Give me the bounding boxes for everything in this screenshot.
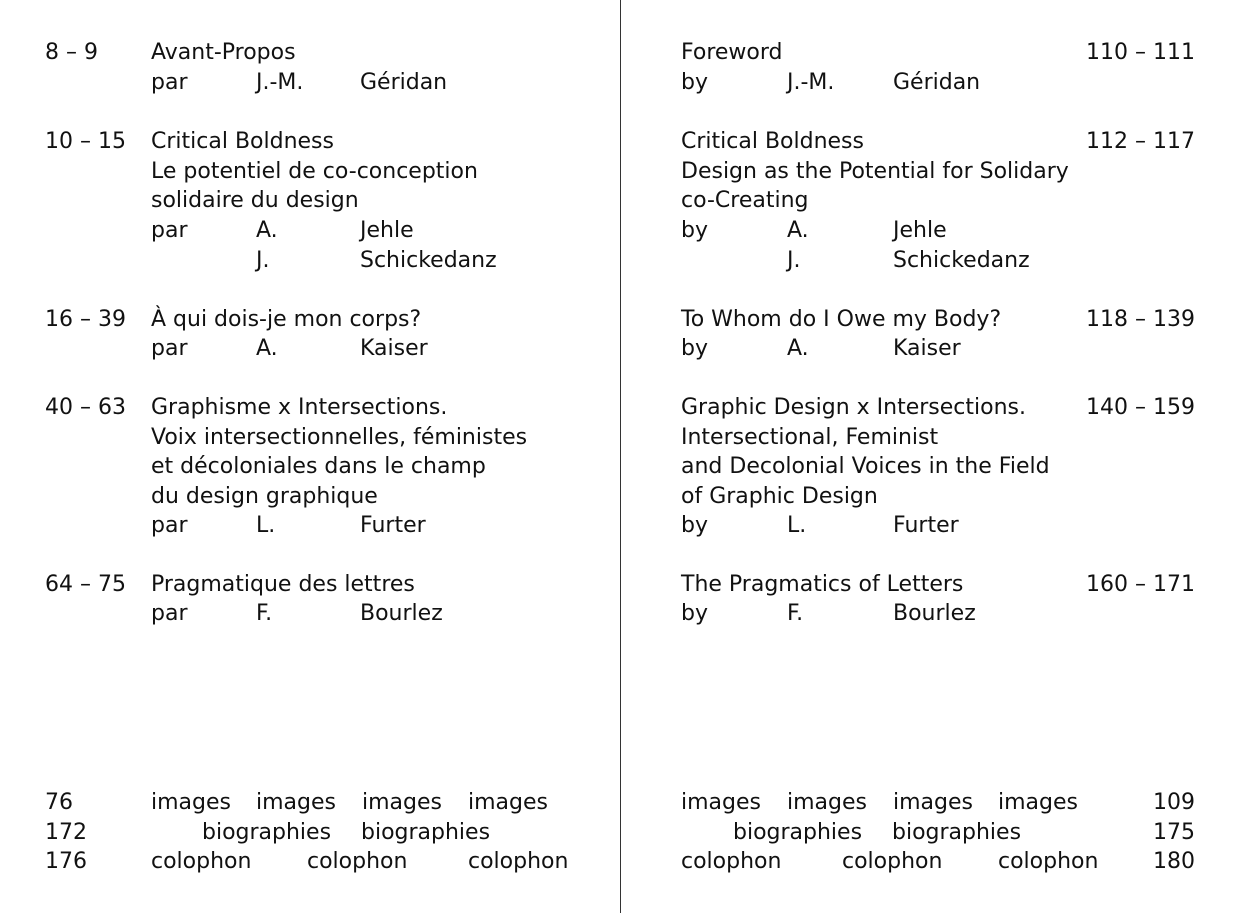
entry-pages: 8 – 9	[45, 40, 98, 65]
entry-pages: 10 – 15	[45, 129, 126, 154]
bottom-word: colophon	[307, 849, 408, 874]
entry-subtitle: Le potentiel de co-conception	[151, 159, 478, 184]
author-initial: J.-M.	[256, 70, 304, 95]
bottom-page-number: 172	[45, 820, 87, 845]
bottom-word: colophon	[151, 849, 252, 874]
author-initial: J.	[787, 248, 801, 273]
author-initial: F.	[256, 601, 273, 626]
author-initial: F.	[787, 601, 804, 626]
byline-label: par	[151, 513, 188, 538]
entry-subtitle: of Graphic Design	[681, 484, 878, 509]
author-name: Kaiser	[893, 336, 961, 361]
author-name: Géridan	[893, 70, 981, 95]
entry-pages: 40 – 63	[45, 395, 126, 420]
author-name: Géridan	[360, 70, 448, 95]
entry-subtitle: Intersectional, Feminist	[681, 425, 939, 450]
byline-label: by	[681, 336, 708, 361]
bottom-word: images	[151, 790, 231, 815]
entry-title: Critical Boldness	[151, 129, 334, 154]
entry-pages: 110 – 111	[1086, 40, 1195, 65]
bottom-word: biographies	[202, 820, 332, 845]
author-initial: J.	[256, 248, 270, 273]
author-initial: J.-M.	[787, 70, 835, 95]
author-name: Furter	[893, 513, 959, 538]
entry-subtitle: Design as the Potential for Solidary	[681, 159, 1069, 184]
bottom-word: images	[787, 790, 867, 815]
bottom-word: images	[362, 790, 442, 815]
author-initial: A.	[256, 336, 278, 361]
author-initial: L.	[787, 513, 807, 538]
author-name: Schickedanz	[360, 248, 497, 273]
byline-label: by	[681, 218, 708, 243]
author-name: Bourlez	[360, 601, 443, 626]
entry-title: À qui dois-je mon corps?	[151, 307, 422, 332]
entry-pages: 16 – 39	[45, 307, 126, 332]
bottom-page-number: 76	[45, 790, 73, 815]
author-name: Jehle	[360, 218, 414, 243]
byline-label: by	[681, 601, 708, 626]
author-name: Kaiser	[360, 336, 428, 361]
author-initial: A.	[256, 218, 278, 243]
entry-title: The Pragmatics of Letters	[681, 572, 964, 597]
entry-title: Foreword	[681, 40, 783, 65]
bottom-word: colophon	[681, 849, 782, 874]
byline-label: by	[681, 70, 708, 95]
byline-label: par	[151, 601, 188, 626]
entry-pages: 64 – 75	[45, 572, 126, 597]
bottom-word: images	[256, 790, 336, 815]
entry-pages: 140 – 159	[1086, 395, 1195, 420]
byline-label: par	[151, 218, 188, 243]
bottom-word: colophon	[468, 849, 569, 874]
bottom-page-number: 176	[45, 849, 87, 874]
byline-label: by	[681, 513, 708, 538]
entry-pages: 118 – 139	[1086, 307, 1195, 332]
bottom-word: colophon	[998, 849, 1099, 874]
entry-title: Graphisme x Intersections.	[151, 395, 448, 420]
byline-label: par	[151, 336, 188, 361]
entry-subtitle: Voix intersectionnelles, féministes	[151, 425, 528, 450]
entry-subtitle: co-Creating	[681, 188, 809, 213]
author-name: Bourlez	[893, 601, 976, 626]
bottom-word: biographies	[733, 820, 863, 845]
page-divider	[620, 0, 621, 913]
entry-title: Graphic Design x Intersections.	[681, 395, 1026, 420]
bottom-word: images	[998, 790, 1078, 815]
entry-title: Avant-Propos	[151, 40, 296, 65]
author-name: Schickedanz	[893, 248, 1030, 273]
entry-title: Pragmatique des lettres	[151, 572, 415, 597]
bottom-page-number: 175	[1153, 820, 1195, 845]
bottom-word: images	[681, 790, 761, 815]
author-initial: A.	[787, 336, 809, 361]
bottom-page-number: 180	[1153, 849, 1195, 874]
author-initial: L.	[256, 513, 276, 538]
author-name: Furter	[360, 513, 426, 538]
entry-subtitle: du design graphique	[151, 484, 378, 509]
bottom-page-number: 109	[1153, 790, 1195, 815]
bottom-word: biographies	[892, 820, 1022, 845]
entry-pages: 160 – 171	[1086, 572, 1195, 597]
bottom-word: images	[893, 790, 973, 815]
bottom-word: biographies	[361, 820, 491, 845]
bottom-word: colophon	[842, 849, 943, 874]
entry-title: Critical Boldness	[681, 129, 864, 154]
entry-subtitle: et décoloniales dans le champ	[151, 454, 486, 479]
entry-title: To Whom do I Owe my Body?	[681, 307, 1002, 332]
author-name: Jehle	[893, 218, 947, 243]
entry-subtitle: solidaire du design	[151, 188, 359, 213]
entry-subtitle: and Decolonial Voices in the Field	[681, 454, 1050, 479]
entry-pages: 112 – 117	[1086, 129, 1195, 154]
byline-label: par	[151, 70, 188, 95]
author-initial: A.	[787, 218, 809, 243]
bottom-word: images	[468, 790, 548, 815]
